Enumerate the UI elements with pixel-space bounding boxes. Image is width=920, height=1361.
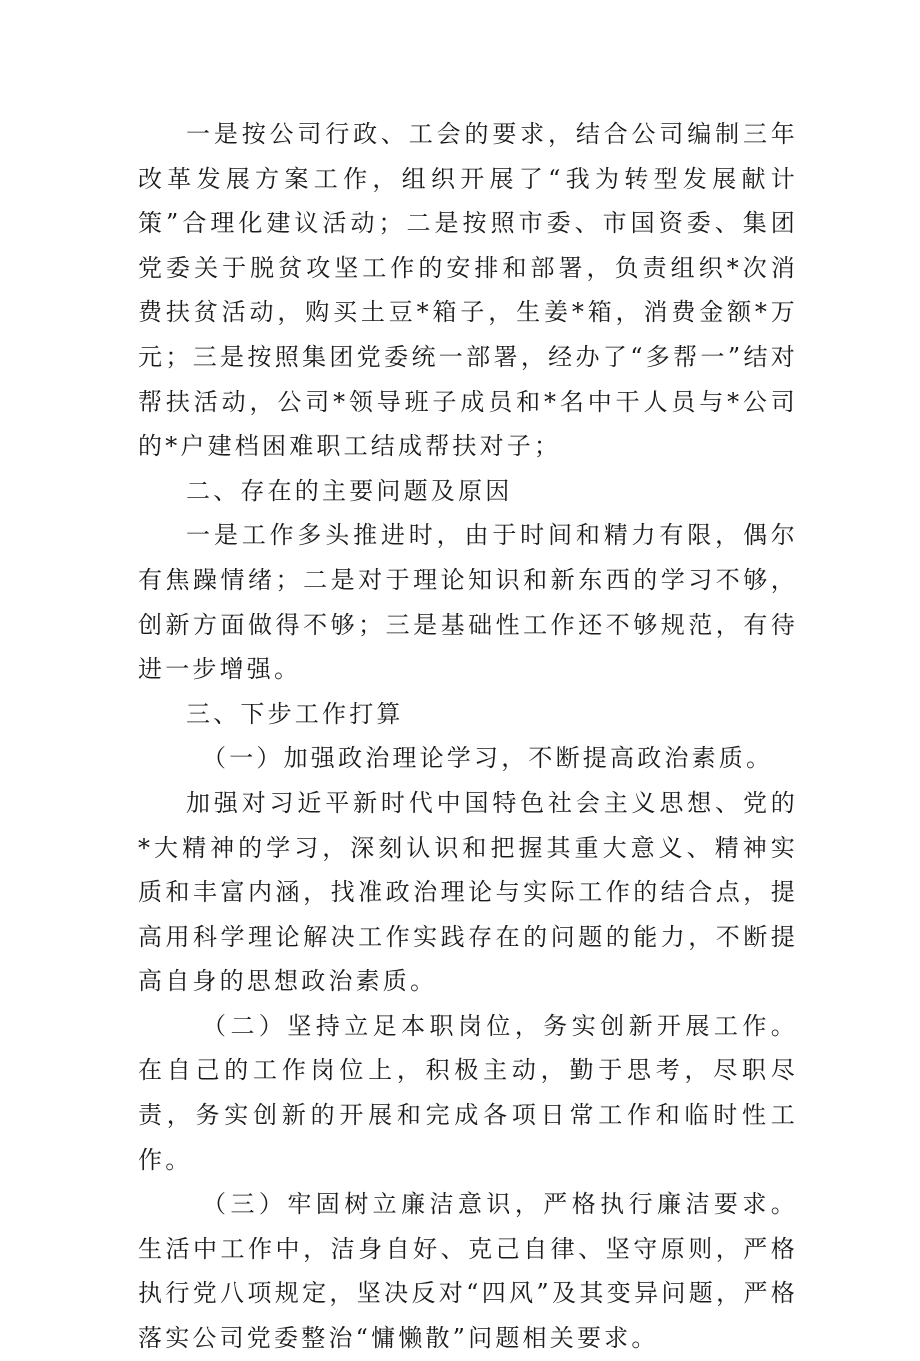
section-heading-next-steps: 三、下步工作打算 bbox=[186, 699, 404, 728]
paragraph-problems: 一是工作多头推进时，由于时间和精力有限，偶尔有焦躁情绪；二是对于理论知识和新东西的学习不够，创新方面做得不够；三是基础性工作还不够规范，有待进一步增强。 bbox=[138, 521, 798, 684]
paragraph-work-activities: 一是按公司行政、工会的要求，结合公司编制三年改革发展方案工作，组织开展了“我为转型发展献计策”合理化建议活动；二是按照市委、市国资委、集团党委关于脱贫攻坚工作的安排和部署，负责组织*次消费扶贫活动，购买土豆*箱子，生姜*箱，消费金额*万元；三是按照集团党委统一部署，经办了“多帮一”结对帮扶活动，公司*领导班子成员和*名中干人员与*公司的*户建档困难职工结成帮扶对子； bbox=[138, 120, 798, 461]
section-heading-problems: 二、存在的主要问题及原因 bbox=[186, 476, 513, 505]
paragraph-theory-study: 加强对习近平新时代中国特色社会主义思想、党的*大精神的学习，深刻认识和把握其重大意义、精神实质和丰富内涵，找准政治理论与实际工作的结合点，提高用科学理论解决工作实践存在的问题的能力，不断提高自身的思想政治素质。 bbox=[138, 788, 798, 996]
subheading-theory-study: （一）加强政治理论学习，不断提高政治素质。 bbox=[202, 744, 774, 773]
paragraph-integrity: （三）牢固树立廉洁意识，严格执行廉洁要求。生活中工作中，洁身自好、克己自律、坚守原则，严格执行党八项规定，坚决反对“四风”及其变异问题，严格落实公司党委整治“慵懒散”问题相关要求。 bbox=[138, 1190, 798, 1353]
document-body bbox=[138, 112, 798, 1361]
paragraph-job-position: （二）坚持立足本职岗位，务实创新开展工作。在自己的工作岗位上，积极主动，勤于思考，尽职尽责，务实创新的开展和完成各项日常工作和临时性工作。 bbox=[138, 1011, 798, 1174]
